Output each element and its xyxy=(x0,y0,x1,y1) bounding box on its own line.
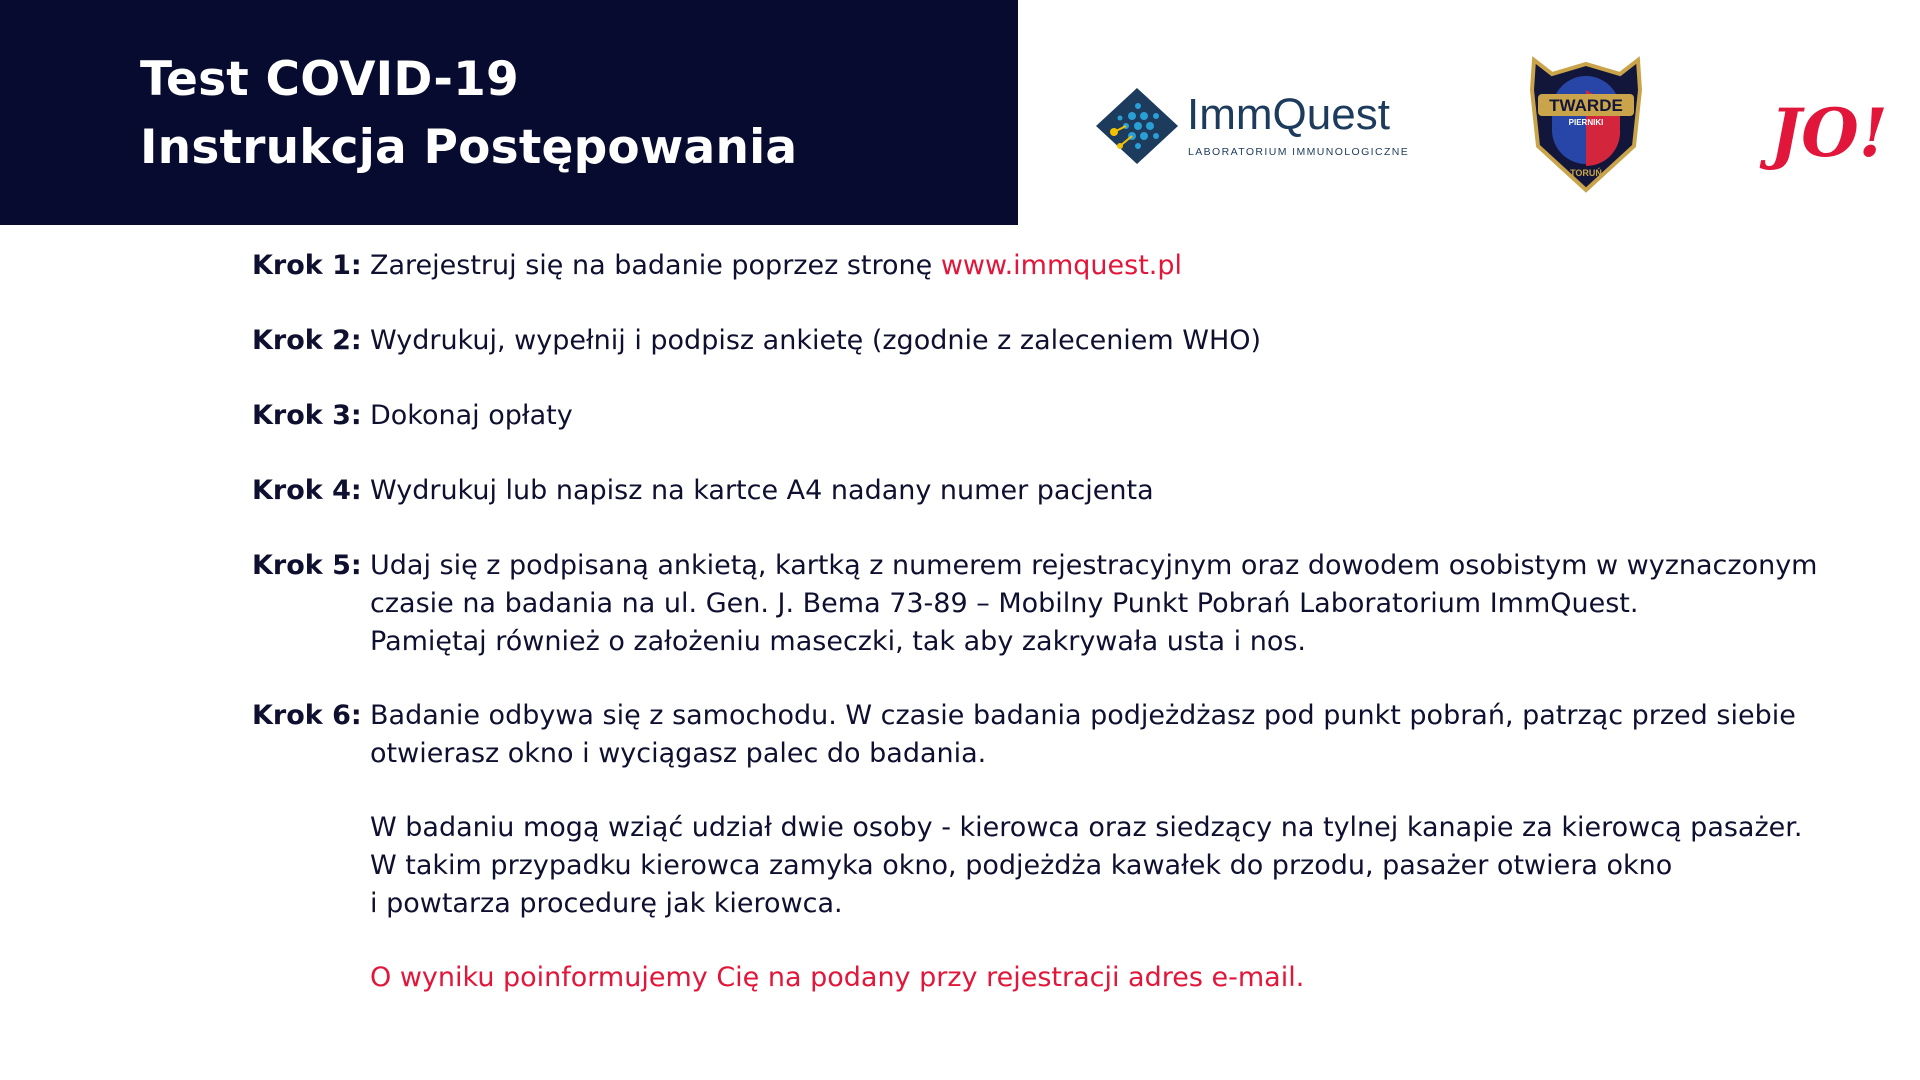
step-label: Krok 6: xyxy=(252,700,362,731)
page-title: Test COVID-19 xyxy=(140,52,519,107)
step-text-line: Badanie odbywa się z samochodu. W czasie badania podjeżdżasz pod punkt pobrań, patrząc przed siebie xyxy=(370,700,1796,731)
immquest-name: ImmQuest xyxy=(1187,90,1390,139)
step-text: Dokonaj opłaty xyxy=(370,400,573,431)
twarde-pierniki-logo xyxy=(1522,50,1650,192)
header-banner xyxy=(0,0,1018,225)
immquest-logo-icon xyxy=(1094,86,1180,166)
step-label: Krok 5: xyxy=(252,550,362,581)
step-label: Krok 1: xyxy=(252,250,362,281)
immquest-subtitle: LABORATORIUM IMMUNOLOGICZNE xyxy=(1188,146,1410,158)
jo-text: JO! xyxy=(1770,94,1888,172)
step-text xyxy=(370,250,1182,281)
step-label: Krok 3: xyxy=(252,400,362,431)
step-text-line: czasie na badania na ul. Gen. J. Bema 73-89 – Mobilny Punkt Pobrań Laboratorium ImmQuest. xyxy=(370,588,1639,619)
step-text: Wydrukuj, wypełnij i podpisz ankietę (zgodnie z zaleceniem WHO) xyxy=(370,325,1262,356)
page-subtitle: Instrukcja Postępowania xyxy=(140,120,798,175)
step-label: Krok 4: xyxy=(252,475,362,506)
twarde-sub: PIERNIKI xyxy=(1568,118,1604,127)
step-text-part: Zarejestruj się na badanie poprzez stronę xyxy=(370,250,941,281)
step-text-line: W takim przypadku kierowca zamyka okno, podjeżdża kawałek do przodu, pasażer otwiera okno xyxy=(370,850,1673,881)
result-note: O wyniku poinformujemy Cię na podany przy rejestracji adres e-mail. xyxy=(370,962,1305,993)
step-text-line: Udaj się z podpisaną ankietą, kartką z numerem rejestracyjnym oraz dowodem osobistym w wyznaczonym xyxy=(370,550,1818,581)
step-text-line: i powtarza procedurę jak kierowca. xyxy=(370,888,843,919)
twarde-name: TWARDE xyxy=(1549,96,1623,115)
step-text: Wydrukuj lub napisz na kartce A4 nadany numer pacjenta xyxy=(370,475,1154,506)
step-label: Krok 2: xyxy=(252,325,362,356)
immquest-link[interactable]: www.immquest.pl xyxy=(940,250,1183,281)
twarde-city: TORUŃ xyxy=(1570,168,1602,178)
immquest-logo xyxy=(1094,86,1434,166)
step-text-line: W badaniu mogą wziąć udział dwie osoby - kierowca oraz siedzący na tylnej kanapie za kierowcą pasażer. xyxy=(370,812,1803,843)
step-text-line: otwierasz okno i wyciągasz palec do badania. xyxy=(370,738,987,769)
jo-logo xyxy=(1766,70,1888,180)
step-text-line: Pamiętaj również o założeniu maseczki, tak aby zakrywała usta i nos. xyxy=(370,626,1306,657)
